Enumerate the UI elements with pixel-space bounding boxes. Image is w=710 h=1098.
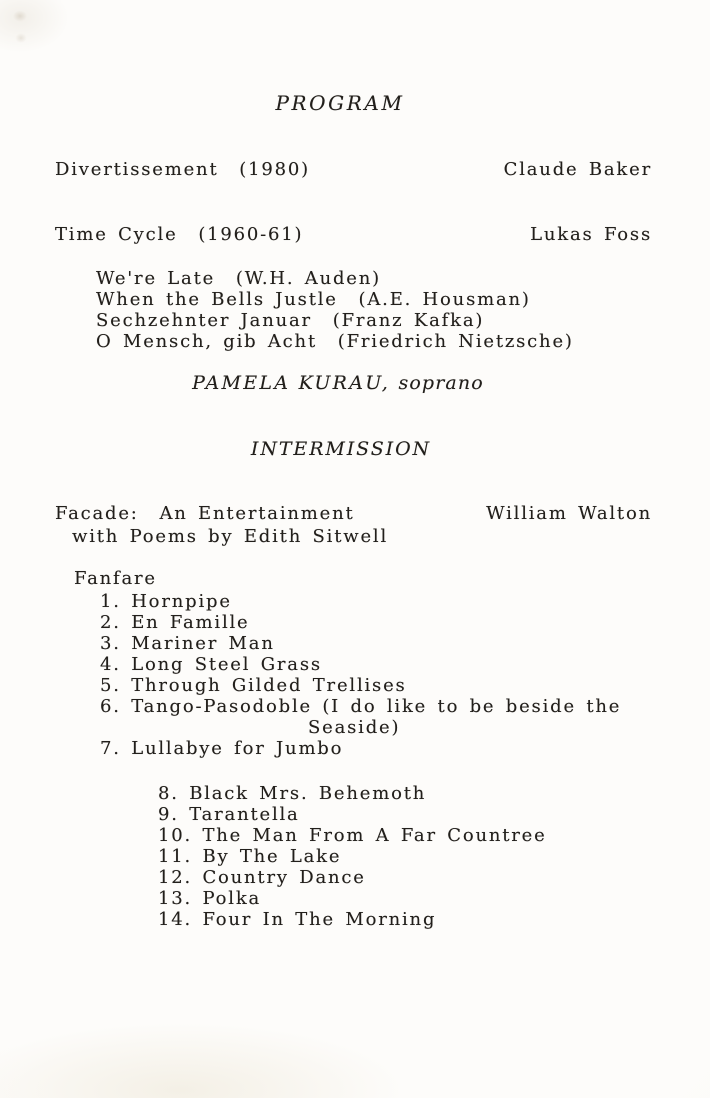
time-cycle-movements: [96, 268, 574, 352]
movement-line: When the Bells Justle (A.E. Housman): [96, 289, 531, 310]
movement-item: [100, 633, 621, 654]
movement-number: 13.: [158, 888, 193, 909]
work-title: Divertissement (1980): [55, 159, 310, 180]
movement-wrap-line: Seaside): [308, 717, 401, 738]
movement-number: 14.: [158, 909, 193, 930]
movement-number: 3.: [100, 633, 121, 654]
movement-item: [100, 738, 621, 759]
movement-number: 7.: [100, 738, 121, 759]
composer-name: Lukas Foss: [530, 224, 652, 245]
movement-name: Through Gilded Trellises: [131, 675, 407, 696]
movement-item: [100, 591, 621, 612]
intermission-heading: INTERMISSION: [250, 438, 432, 460]
movement-name: Long Steel Grass: [131, 654, 322, 675]
movement-name: Polka: [202, 888, 262, 909]
movement-number: 12.: [158, 867, 193, 888]
movement-item: [100, 675, 621, 696]
movement-number: 8.: [158, 783, 179, 804]
movement-name: Black Mrs. Behemoth: [189, 783, 427, 804]
work-row-divertissement: [55, 159, 652, 180]
movement-name: Hornpipe: [131, 591, 232, 612]
movement-number: 10.: [158, 825, 193, 846]
performer-line: [0, 372, 710, 394]
movement-number: 4.: [100, 654, 121, 675]
movement-line: Sechzehnter Januar (Franz Kafka): [96, 310, 485, 331]
movement-name: Lullabye for Jumbo: [131, 738, 344, 759]
movement-name: Mariner Man: [131, 633, 275, 654]
movement-item: [100, 612, 621, 633]
facade-title-block: [55, 503, 388, 547]
movement-item: [100, 696, 621, 738]
movement-number: 1.: [100, 591, 121, 612]
movement-item: [158, 909, 547, 930]
movement-number: 2.: [100, 612, 121, 633]
movement-name: Tango-Pasodoble (I do like to be beside the: [131, 696, 622, 717]
movement-number: 6.: [100, 696, 121, 717]
work-row-facade: [55, 503, 652, 547]
movement-name: En Famille: [131, 612, 250, 633]
movement-item: [158, 867, 547, 888]
movement-item: [158, 804, 547, 825]
facade-items-8-14: [158, 783, 547, 930]
movement-line: O Mensch, gib Acht (Friedrich Nietzsche): [96, 331, 574, 352]
movement-item: [158, 825, 547, 846]
movement-name: Four In The Morning: [202, 909, 437, 930]
work-title: Time Cycle (1960-61): [55, 224, 304, 245]
movement-item: [158, 888, 547, 909]
fanfare-heading: Fanfare: [74, 568, 157, 589]
scan-smudge: [12, 8, 38, 48]
composer-name: Claude Baker: [503, 159, 652, 180]
movement-item: [100, 654, 621, 675]
movement-number: 9.: [158, 804, 179, 825]
composer-name: William Walton: [486, 503, 652, 524]
movement-number: 5.: [100, 675, 121, 696]
movement-line: We're Late (W.H. Auden): [96, 268, 381, 289]
facade-items-1-7: [100, 591, 621, 759]
work-title: Facade: An Entertainment: [55, 503, 355, 524]
program-title: PROGRAM: [275, 91, 405, 115]
movement-item: [158, 846, 547, 867]
performer-name: PAMELA KURAU,: [192, 372, 391, 394]
work-row-time-cycle: [55, 224, 652, 245]
movement-name: By The Lake: [202, 846, 342, 867]
movement-name: The Man From A Far Countree: [202, 825, 547, 846]
movement-item: [158, 783, 547, 804]
facade-subtitle: with Poems by Edith Sitwell: [72, 526, 389, 547]
performer-role: soprano: [398, 372, 484, 394]
movement-number: 11.: [158, 846, 193, 867]
movement-name: Tarantella: [189, 804, 300, 825]
movement-name: Country Dance: [202, 867, 366, 888]
